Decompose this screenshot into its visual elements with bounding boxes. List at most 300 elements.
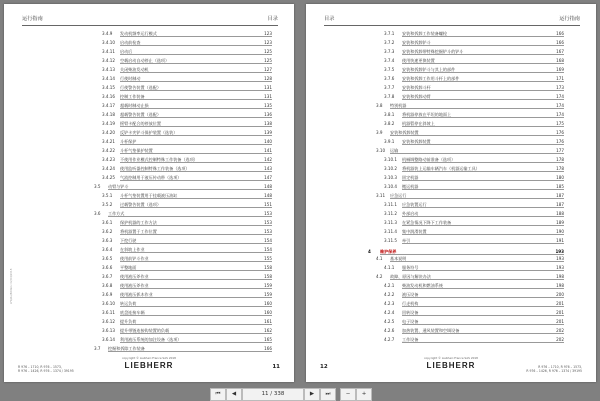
toc-entry-rule bbox=[120, 54, 272, 55]
toc-entry-page: 178 bbox=[556, 166, 564, 171]
toc-entry[interactable] bbox=[376, 300, 564, 307]
toc-entry-rule bbox=[402, 315, 564, 316]
toc-entry-page: 187 bbox=[556, 202, 564, 207]
toc-entry-title: 基本说明 bbox=[390, 256, 407, 261]
prev-page-button[interactable]: ◀ bbox=[226, 388, 242, 401]
toc-entry-number: 4.2.2 bbox=[384, 292, 395, 297]
toc-entry[interactable] bbox=[376, 120, 564, 127]
toc-entry-number: 3.4.17 bbox=[102, 103, 116, 108]
toc-entry-number: 3.6 bbox=[94, 211, 101, 216]
toc-entry-rule bbox=[120, 243, 272, 244]
toc-entry-rule bbox=[120, 81, 272, 82]
toc-entry-page: 190 bbox=[556, 229, 564, 234]
model-line: R 976 – 1710, R 976 – 1573, bbox=[18, 365, 62, 369]
toc-entry-number: 3.8.1 bbox=[384, 112, 395, 117]
toc-entry-title: 使用液压斧作业 bbox=[120, 283, 149, 288]
toc-entry-page: 139 bbox=[264, 130, 272, 135]
toc-entry-title: 使用前铲斗作业 bbox=[120, 256, 149, 261]
toc-entry[interactable] bbox=[94, 147, 272, 154]
toc-entry-number: 4.2.5 bbox=[384, 319, 395, 324]
page-footer bbox=[18, 356, 280, 378]
toc-entry-number: 3.4.16 bbox=[102, 94, 116, 99]
toc-entry-rule bbox=[402, 54, 564, 55]
header-right-text: 运行指南 bbox=[559, 16, 580, 22]
toc-entry-title: 反铲卡夹铲斗保护装置（选装） bbox=[120, 130, 178, 135]
next-page-button[interactable]: ▶ bbox=[304, 388, 320, 401]
toc-entry[interactable] bbox=[376, 255, 564, 262]
toc-entry[interactable] bbox=[376, 309, 564, 316]
toc-entry-title: 过载警告装置（选项） bbox=[120, 202, 161, 207]
toc-entry-number: 3.4.25 bbox=[102, 175, 116, 180]
toc-entry-page: 201 bbox=[556, 301, 564, 306]
toc-entry-page: 193 bbox=[556, 265, 564, 270]
toc-entry-rule bbox=[120, 306, 272, 307]
toc-entry-number: 3.11.3 bbox=[384, 220, 398, 225]
toc-entry[interactable] bbox=[94, 156, 272, 163]
toc-entry-rule bbox=[120, 144, 272, 145]
toc-entry-page: 136 bbox=[264, 112, 272, 117]
toc-entry[interactable] bbox=[376, 183, 564, 190]
toc-entry-number: 3.4.13 bbox=[102, 67, 116, 72]
toc-entry-page: 147 bbox=[264, 175, 272, 180]
toc-entry[interactable] bbox=[94, 201, 272, 208]
page-number: 11 bbox=[272, 364, 280, 370]
toc-entry-page: 193 bbox=[556, 256, 564, 261]
toc-entry-rule bbox=[402, 36, 564, 37]
toc-entry-rule bbox=[120, 252, 272, 253]
toc-entry-rule bbox=[390, 135, 564, 136]
model-line: R 976 – 1710, R 976 – 1573, bbox=[538, 365, 582, 369]
toc-entry[interactable] bbox=[376, 111, 564, 118]
toc-entry-page: 123 bbox=[264, 40, 272, 45]
toc-entry-page: 161 bbox=[264, 319, 272, 324]
toc-entry-title: 安装和拆卸动臂 bbox=[402, 94, 431, 99]
toc-entry-page: 178 bbox=[556, 157, 564, 162]
toc-entry-title: 安装和拆卸装置 bbox=[402, 139, 431, 144]
toc-entry[interactable] bbox=[94, 30, 272, 37]
toc-entry[interactable] bbox=[376, 201, 564, 208]
toc-entry-rule bbox=[108, 189, 272, 190]
toc-entry[interactable] bbox=[94, 192, 272, 199]
toc-entry-number: 3.9 bbox=[376, 130, 383, 135]
toc-entry-page: 131 bbox=[264, 85, 272, 90]
toc-entry-title: 柴油发动机和燃油系统 bbox=[402, 283, 443, 288]
toc-entry-number: 3.6.14 bbox=[102, 337, 116, 342]
toc-entry-rule bbox=[402, 99, 564, 100]
toc-entry-title: 安装和拆卸铲斗与其上的部件 bbox=[402, 67, 456, 72]
toc-entry[interactable] bbox=[376, 147, 564, 154]
toc-entry-number: 3.7.3 bbox=[384, 49, 395, 54]
toc-entry-number: 3.10 bbox=[376, 148, 386, 153]
toc-entry-rule bbox=[390, 198, 564, 199]
toc-entry-page: 155 bbox=[264, 256, 272, 261]
toc-entry-title: 行使时制动 bbox=[120, 76, 141, 81]
toc-entry-page: 187 bbox=[556, 193, 564, 198]
toc-entry-number: 4.1.1 bbox=[384, 265, 395, 270]
toc-entry[interactable] bbox=[94, 93, 272, 100]
toc-entry-rule bbox=[120, 324, 272, 325]
toc-entry-rule bbox=[402, 243, 564, 244]
toc-entry[interactable] bbox=[94, 219, 272, 226]
toc-entry[interactable] bbox=[376, 66, 564, 73]
toc-entry-page: 141 bbox=[264, 148, 272, 153]
toc-entry-page: 153 bbox=[264, 211, 272, 216]
toc-entry-title: 集中润滑装置 bbox=[402, 229, 427, 234]
toc-entry-page: 140 bbox=[264, 139, 272, 144]
toc-entry[interactable] bbox=[94, 165, 272, 172]
toc-entry-title: 应急装置运行 bbox=[402, 202, 427, 207]
toc-entry[interactable] bbox=[94, 174, 272, 181]
toc-entry-page: 202 bbox=[556, 328, 564, 333]
toc-entry[interactable] bbox=[376, 174, 564, 181]
toc-entry-title: 服务符号 bbox=[402, 265, 419, 270]
toc-entry[interactable] bbox=[94, 255, 272, 262]
toc-entry[interactable] bbox=[376, 129, 564, 136]
toc-entry-title: 行使警告装置（选配） bbox=[120, 85, 161, 90]
toc-entry-page: 162 bbox=[264, 328, 272, 333]
toc-entry-number: 3.6.8 bbox=[102, 283, 113, 288]
toc-entry-number: 3.7.6 bbox=[384, 76, 395, 81]
toc-entry[interactable] bbox=[94, 228, 272, 235]
model-line: R 976 – 1426, R 976 – 1374 / 39195 bbox=[526, 369, 582, 373]
page-footer bbox=[320, 356, 582, 378]
toc-entry[interactable] bbox=[376, 219, 564, 226]
toc-entry-rule bbox=[120, 171, 272, 172]
toc-entry-number: 3.4.21 bbox=[102, 139, 116, 144]
toc-entry-page: 123 bbox=[264, 31, 272, 36]
toc-entry-rule bbox=[390, 153, 564, 154]
toc-entry-rule bbox=[120, 162, 272, 163]
toc-entry-number: 3.8 bbox=[376, 103, 383, 108]
toc-entry[interactable] bbox=[94, 264, 272, 271]
model-lines bbox=[18, 365, 74, 373]
last-page-button[interactable]: ⏭ bbox=[320, 388, 336, 401]
toc-entry-page: 167 bbox=[556, 49, 564, 54]
first-page-button[interactable]: ⏮ bbox=[210, 388, 226, 401]
toc-entry-rule bbox=[402, 270, 564, 271]
toc-entry-number: 3.5.2 bbox=[102, 202, 113, 207]
toc-entry-rule bbox=[390, 261, 564, 262]
toc-entry-page: 174 bbox=[556, 103, 564, 108]
toc-entry[interactable] bbox=[376, 291, 564, 298]
zoom-in-button[interactable]: + bbox=[356, 388, 372, 401]
toc-entry-number: 3.6.11 bbox=[102, 310, 116, 315]
toc-entry[interactable] bbox=[376, 192, 564, 199]
toc-entry-title: 底盘连接车辆 bbox=[120, 310, 145, 315]
toc-entry-rule bbox=[402, 216, 564, 217]
toc-entry[interactable] bbox=[94, 75, 272, 82]
toc-entry-number: 3.5.1 bbox=[102, 193, 113, 198]
toc-entry-page: 153 bbox=[264, 229, 272, 234]
toc-entry-title: 维护保养 bbox=[380, 249, 397, 254]
toc-entry[interactable] bbox=[94, 138, 272, 145]
toc-entry-title: 转运负荷 bbox=[120, 301, 137, 306]
toc-entry-rule bbox=[120, 288, 272, 289]
toc-entry-number: 4.2.1 bbox=[384, 283, 395, 288]
toc-entry[interactable] bbox=[376, 75, 564, 82]
toc-entry[interactable] bbox=[376, 273, 564, 280]
toc-entry[interactable] bbox=[94, 39, 272, 46]
page-header bbox=[22, 13, 278, 26]
toc-entry-page: 143 bbox=[264, 166, 272, 171]
toc-entry[interactable] bbox=[368, 248, 564, 255]
toc-entry-title: 加热装置、通风装置和空调设备 bbox=[402, 328, 460, 333]
toc-entry[interactable] bbox=[94, 273, 272, 280]
toc-entry-rule bbox=[402, 207, 564, 208]
toc-entry-number: 3.4.23 bbox=[102, 157, 116, 162]
toc-entry[interactable] bbox=[94, 111, 272, 118]
toc-entry-title: 在斜坡上作业 bbox=[120, 247, 145, 252]
toc-entry-rule bbox=[402, 234, 564, 235]
toc-entry-title: 特别机器 bbox=[390, 103, 407, 108]
toc-entry-page: 198 bbox=[556, 283, 564, 288]
toc-entry-rule bbox=[120, 36, 272, 37]
toc-entry[interactable] bbox=[94, 300, 272, 307]
toc-entry-page: 201 bbox=[556, 310, 564, 315]
model-lines bbox=[526, 365, 582, 373]
toc-entry-rule bbox=[402, 189, 564, 190]
toc-entry-number: 3.6.6 bbox=[102, 265, 113, 270]
toc-entry[interactable] bbox=[94, 345, 272, 352]
toc-entry[interactable] bbox=[376, 156, 564, 163]
toc-entry[interactable] bbox=[376, 138, 564, 145]
toc-entry-rule bbox=[120, 108, 272, 109]
toc-entry-number: 3.7 bbox=[94, 346, 101, 351]
toc-entry-title: 平整地面 bbox=[120, 265, 137, 270]
toc-entry-number: 3.6.1 bbox=[102, 220, 113, 225]
toc-entry-page: 177 bbox=[556, 148, 564, 153]
toc-entry[interactable] bbox=[376, 327, 564, 334]
viewer-toolbar bbox=[0, 385, 600, 401]
toc-entry-title: 启动后 bbox=[120, 49, 133, 54]
toc-entry-title: 回转设备 bbox=[402, 310, 419, 315]
toc-entry-title: 安装和拆卸工作用斗杆上的部件 bbox=[402, 76, 460, 81]
toc-entry-page: 198 bbox=[556, 274, 564, 279]
toc-entry-number: 3.7.2 bbox=[384, 40, 395, 45]
toc-entry-number: 3.6.2 bbox=[102, 229, 113, 234]
right-page bbox=[306, 4, 596, 382]
toc-entry-rule bbox=[120, 225, 272, 226]
toc-entry[interactable] bbox=[376, 336, 564, 343]
toc-entry-page: 158 bbox=[264, 265, 272, 270]
toc-entry[interactable] bbox=[376, 102, 564, 109]
toc-entry-title: 故障、原因与解决办法 bbox=[390, 274, 431, 279]
toc-entry[interactable] bbox=[94, 120, 272, 127]
toc-entry-number: 3.6.3 bbox=[102, 238, 113, 243]
toc-entry-title: 机械调整路动前准备（选项） bbox=[402, 157, 456, 162]
toc-entry[interactable] bbox=[94, 246, 272, 253]
toc-entry-title: 在紧急情况下降下工作装备 bbox=[402, 220, 452, 225]
toc-entry-page: 125 bbox=[264, 49, 272, 54]
toc-entry-page: 185 bbox=[556, 184, 564, 189]
toc-entry-page: 189 bbox=[556, 220, 564, 225]
toc-entry[interactable] bbox=[376, 237, 564, 244]
toc-entry[interactable] bbox=[376, 30, 564, 37]
toc-entry-title: 挖掘和拆除工作装备 bbox=[108, 346, 145, 351]
toc-entry-page: 131 bbox=[264, 94, 272, 99]
toc-entry-number: 4 bbox=[368, 249, 371, 254]
left-page bbox=[4, 4, 294, 382]
toc-entry-title: 搬运机器 bbox=[402, 184, 419, 189]
toc-entry-title: 使用监听器控制特殊工作装备（选项） bbox=[120, 166, 190, 171]
toc-entry-title: 运输 bbox=[390, 148, 399, 153]
toc-entry-title: 摇臂卡配合的停放位置 bbox=[120, 121, 161, 126]
toc-entry-title: 提升负荷 bbox=[120, 319, 137, 324]
toc-entry-number: 3.10.1 bbox=[384, 157, 398, 162]
toc-entry-rule bbox=[402, 63, 564, 64]
toc-entry-title: 发动机频率运行模式 bbox=[120, 31, 157, 36]
toc-entry-page: 174 bbox=[556, 112, 564, 117]
toc-entry[interactable] bbox=[94, 336, 272, 343]
toc-entry-page: 154 bbox=[264, 238, 272, 243]
toc-entry[interactable] bbox=[94, 102, 272, 109]
toc-entry-title: 安装和拆卸带特殊挖掘铲斗的铲斗 bbox=[402, 49, 464, 54]
toc-entry-rule bbox=[402, 90, 564, 91]
toc-entry-title: 保护机器的工作方法 bbox=[120, 220, 157, 225]
toc-entry-number: 3.7.4 bbox=[384, 58, 395, 63]
toc-entry-page: 153 bbox=[264, 220, 272, 225]
toc-entry[interactable] bbox=[94, 309, 272, 316]
toc-entry-title: 使用快速更换装置 bbox=[402, 58, 435, 63]
toc-entry[interactable] bbox=[376, 210, 564, 217]
toc-entry-number: 3.6.9 bbox=[102, 292, 113, 297]
toc-entry[interactable] bbox=[94, 237, 272, 244]
toc-entry-title: 斗杆保护 bbox=[120, 139, 137, 144]
toc-entry-title: 斗杆气垫装置用于挂载液压油缸 bbox=[120, 193, 178, 198]
toc-entry-rule bbox=[120, 99, 272, 100]
toc-entry-number: 3.11.4 bbox=[384, 229, 398, 234]
toc-entry-number: 3.4.18 bbox=[102, 112, 116, 117]
toc-entry-title: 启动前检查 bbox=[120, 40, 141, 45]
toc-entry[interactable] bbox=[94, 66, 272, 73]
toc-entry-number: 4.2 bbox=[376, 274, 383, 279]
toc-entry-rule bbox=[402, 126, 564, 127]
toc-entry-number: 3.7.1 bbox=[384, 31, 395, 36]
toc-entry-number: 3.6.4 bbox=[102, 247, 113, 252]
toc-entry-title: 关闭柴油发动机 bbox=[120, 67, 149, 72]
toc-entry-title: 控制工作装备 bbox=[120, 94, 145, 99]
toc-entry-title: 提升带链连接钩装置的负载 bbox=[120, 328, 170, 333]
zoom-out-button[interactable]: − bbox=[340, 388, 356, 401]
toc-entry[interactable] bbox=[94, 318, 272, 325]
toc-entry[interactable] bbox=[376, 165, 564, 172]
toc-entry[interactable] bbox=[376, 84, 564, 91]
toc-entry-page: 191 bbox=[556, 238, 564, 243]
toc-entry[interactable] bbox=[94, 291, 272, 298]
toc-entry[interactable] bbox=[94, 48, 272, 55]
toc-entry-title: 使用液压斧作业 bbox=[120, 274, 149, 279]
toc-entry-title: 超载时制动止损 bbox=[120, 103, 149, 108]
toc-entry-number: 3.6.13 bbox=[102, 328, 116, 333]
toc-entry-number: 3.6.7 bbox=[102, 274, 113, 279]
toc-entry-page: 151 bbox=[264, 202, 272, 207]
copyright-text: copyright © Liebherr-France SAS 2018 bbox=[122, 356, 176, 360]
toc-entry-title: 固定机器 bbox=[402, 175, 419, 180]
toc-entry-rule bbox=[120, 342, 272, 343]
toc-entry-title: 使用液压抓木作业 bbox=[120, 292, 153, 297]
toc-entry[interactable] bbox=[376, 228, 564, 235]
toc-entry-title: 安装和拆卸铲斗 bbox=[402, 40, 431, 45]
toc-entry-page: 168 bbox=[556, 58, 564, 63]
page-indicator[interactable]: 11 / 338 bbox=[242, 388, 304, 401]
toc-entry-page: 128 bbox=[264, 76, 272, 81]
toc-entry[interactable] bbox=[376, 48, 564, 55]
copyright-text: copyright © Liebherr-France SAS 2018 bbox=[424, 356, 478, 360]
toc-entry-number: 3.4.19 bbox=[102, 121, 116, 126]
toc-entry-title: 超载警告装置（选配） bbox=[120, 112, 161, 117]
toc-entry[interactable] bbox=[94, 327, 272, 334]
toc-entry-title: 外部启动 bbox=[402, 211, 419, 216]
toc-entry[interactable] bbox=[94, 129, 272, 136]
toc-entry-title: 工作方式 bbox=[108, 211, 125, 216]
toc-entry-page: 173 bbox=[556, 85, 564, 90]
toc-entry-rule bbox=[402, 225, 564, 226]
toc-entry-number: 4.2.7 bbox=[384, 337, 395, 342]
side-code: LFR/de/Edition: 02/04/2018 bbox=[10, 268, 13, 304]
toc-entry-rule bbox=[108, 351, 272, 352]
toc-entry-rule bbox=[402, 342, 564, 343]
toc-entry-number: 3.6.10 bbox=[102, 301, 116, 306]
toc-entry[interactable] bbox=[376, 318, 564, 325]
liebherr-logo: LIEBHERR bbox=[426, 361, 476, 370]
toc-entry-rule bbox=[108, 216, 272, 217]
toc-entry-title: 安装和拆卸装置 bbox=[390, 130, 419, 135]
toc-entry-page: 127 bbox=[264, 67, 272, 72]
toc-entry-rule bbox=[120, 270, 272, 271]
toc-entry-number: 4.2.6 bbox=[384, 328, 395, 333]
toc-entry[interactable] bbox=[94, 84, 272, 91]
toc-entry-rule bbox=[390, 279, 564, 280]
header-right-text: 目录 bbox=[267, 16, 278, 22]
toc-entry-rule bbox=[120, 261, 272, 262]
toc-entry[interactable] bbox=[376, 264, 564, 271]
toc-entry[interactable] bbox=[376, 39, 564, 46]
toc-entry-rule bbox=[402, 306, 564, 307]
toc-entry-title: 动臂与铲斗 bbox=[108, 184, 129, 189]
toc-entry-number: 3.4.11 bbox=[102, 49, 116, 54]
toc-entry[interactable] bbox=[376, 93, 564, 100]
toc-entry-number: 3.10.2 bbox=[384, 166, 398, 171]
toc-entry-page: 158 bbox=[264, 274, 272, 279]
toc-entry-number: 4.1 bbox=[376, 256, 383, 261]
toc-entry-rule bbox=[120, 279, 272, 280]
toc-entry[interactable] bbox=[94, 57, 272, 64]
toc-entry[interactable] bbox=[94, 210, 272, 217]
toc-entry-page: 165 bbox=[264, 337, 272, 342]
toc-entry-title: 将机器停放在平坦的地面上 bbox=[402, 112, 452, 117]
toc-entry-title: 斗杆气垫保护装置 bbox=[120, 148, 153, 153]
toc-entry[interactable] bbox=[376, 57, 564, 64]
toc-entry-number: 3.4.20 bbox=[102, 130, 116, 135]
toc-entry-number: 3.8.2 bbox=[384, 121, 395, 126]
toc-entry-rule bbox=[120, 234, 272, 235]
toc-entry-rule bbox=[402, 81, 564, 82]
toc-entry-title: 将机器置于工作位置 bbox=[120, 229, 157, 234]
toc-entry-rule bbox=[402, 117, 564, 118]
toc-entry-title: 应急运行 bbox=[390, 193, 407, 198]
toc-entry[interactable] bbox=[376, 282, 564, 289]
toc-entry-title: 将机器装上运输车辆汽车（机器运输工具） bbox=[402, 166, 480, 171]
toc-entry-rule bbox=[402, 144, 564, 145]
toc-entry-rule bbox=[402, 72, 564, 73]
toc-entry[interactable] bbox=[94, 183, 272, 190]
toc-entry-rule bbox=[402, 288, 564, 289]
toc-entry-number: 3.4.14 bbox=[102, 76, 116, 81]
toc-entry-page: 180 bbox=[556, 175, 564, 180]
toc-entry-page: 125 bbox=[264, 58, 272, 63]
toc-entry[interactable] bbox=[94, 282, 272, 289]
toc-entry-number: 3.4.22 bbox=[102, 148, 116, 153]
